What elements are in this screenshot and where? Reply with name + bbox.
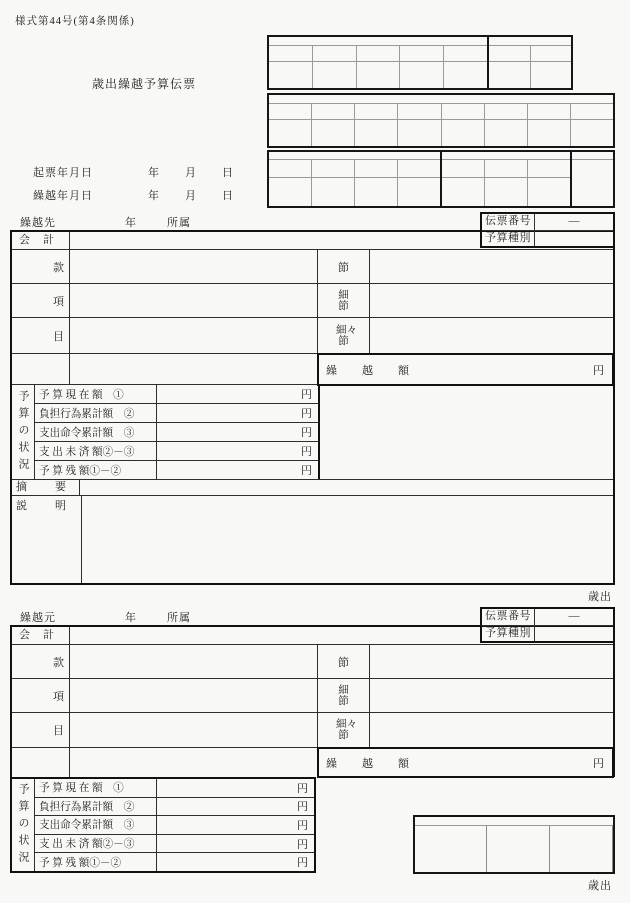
kan-value-cell xyxy=(70,250,318,283)
grid-header-strip xyxy=(269,37,487,46)
moku-value-cell xyxy=(70,318,318,353)
setsu-value-cell xyxy=(370,645,613,678)
section1-affiliation-label: 所属 xyxy=(167,217,191,229)
issue-month-label: 月 xyxy=(185,167,197,179)
carryover-amount-label: 繰 越 額 xyxy=(326,364,416,377)
ko-value-cell xyxy=(70,284,318,317)
stamp-cell xyxy=(269,160,312,177)
saisaisetsu-label-cell xyxy=(318,318,370,353)
stamp-cell xyxy=(398,104,441,119)
form-title: 歳出繰越予算伝票 xyxy=(92,77,197,91)
carryover-amount-row xyxy=(12,354,613,385)
budget-type-label: 予算種別 xyxy=(482,231,535,247)
status-row-label: 予 算 残 額①－② xyxy=(35,461,157,479)
approval-grid-bottom-left xyxy=(269,152,440,206)
carryover-empty-label-cell xyxy=(12,748,70,777)
stamp-cell xyxy=(398,178,440,206)
setsu-label: 節 xyxy=(318,645,370,678)
approval-grid-middle-section xyxy=(269,95,613,146)
setsu-value-cell xyxy=(370,250,613,283)
section2-footer-label: 歳出 xyxy=(588,880,612,892)
saisaisetsu-label: 細々節 xyxy=(336,324,357,347)
stamp-cell xyxy=(357,62,401,88)
stamp-cell xyxy=(313,46,357,61)
stamp-cell xyxy=(528,120,571,146)
stamp-cell xyxy=(355,178,398,206)
kan-value-cell xyxy=(70,645,318,678)
remarks-label: 摘 要 xyxy=(12,480,80,495)
stamp-cell xyxy=(442,178,485,206)
voucher-number-label: 伝票番号 xyxy=(482,214,535,230)
bottom-stamp-box xyxy=(413,815,615,874)
section2-affiliation-label: 所属 xyxy=(167,612,191,624)
kan-row xyxy=(12,250,613,284)
description-value-cell xyxy=(82,496,613,583)
ko-value-cell xyxy=(70,679,318,712)
form-number: 様式第44号(第4条関係) xyxy=(15,16,135,27)
status-row-unit: 円 xyxy=(301,389,312,401)
stamp-cell xyxy=(355,160,398,177)
stamp-cell xyxy=(398,120,441,146)
section1-footer-label: 歳出 xyxy=(588,591,612,603)
budget-status-title: 予算の状況 xyxy=(12,385,35,479)
status-row-label: 予 算 残 額①－② xyxy=(35,853,157,871)
stamp-cell xyxy=(571,120,613,146)
stamp-cell xyxy=(442,104,485,119)
ko-row xyxy=(12,679,613,713)
section2-budget-status xyxy=(10,777,316,873)
kan-row xyxy=(12,645,613,679)
budget-status-left xyxy=(12,385,318,479)
carryover-year-label: 年 xyxy=(148,190,160,202)
issue-date-label: 起票年月日 xyxy=(33,167,93,179)
voucher-number-row xyxy=(482,609,613,626)
stamp-cell xyxy=(444,46,487,61)
section2-year-label: 年 xyxy=(125,612,137,624)
status-row xyxy=(35,798,314,817)
stamp-cell xyxy=(357,46,401,61)
stamp-cell xyxy=(269,46,313,61)
status-row-label: 支 出 未 済 額②－③ xyxy=(35,835,157,853)
status-row xyxy=(35,779,314,798)
stamp-cell xyxy=(313,62,357,88)
section1-voucher-box xyxy=(480,212,615,248)
stamp-cell xyxy=(312,178,355,206)
budget-status-right-empty-cell xyxy=(318,385,613,479)
description-row xyxy=(12,496,613,583)
saisetsu-label: 細節 xyxy=(338,684,349,707)
budget-type-value xyxy=(535,626,613,642)
carryover-amount-box xyxy=(317,747,614,778)
stamp-cell xyxy=(398,160,440,177)
stamp-cell xyxy=(485,104,528,119)
saisetsu-label: 細節 xyxy=(338,289,349,312)
status-row-unit: 円 xyxy=(301,465,312,477)
description-label: 説 明 xyxy=(12,496,82,583)
moku-row xyxy=(12,318,613,354)
voucher-number-value: ― xyxy=(568,610,580,622)
voucher-number-value: ― xyxy=(568,215,580,227)
section2-voucher-box xyxy=(480,607,615,643)
status-row xyxy=(35,835,314,854)
stamp-cell xyxy=(572,160,613,206)
saisaisetsu-label-cell xyxy=(318,713,370,747)
setsu-label: 節 xyxy=(318,250,370,283)
stamp-cell xyxy=(312,120,355,146)
stamp-cell xyxy=(442,120,485,146)
carryover-empty-value-cell xyxy=(70,354,318,385)
carryover-day-label: 日 xyxy=(222,190,234,202)
moku-label: 目 xyxy=(12,318,70,353)
status-row xyxy=(35,404,318,423)
carryover-empty-value-cell xyxy=(70,748,318,777)
kan-label: 款 xyxy=(12,645,70,678)
stamp-cell xyxy=(415,826,487,872)
status-row-label: 支出命令累計額 ③ xyxy=(35,816,157,834)
section2-table xyxy=(10,625,615,777)
grid-header-strip xyxy=(269,95,613,104)
stamp-cell xyxy=(528,104,571,119)
status-row xyxy=(35,385,318,404)
saisaisetsu-label: 細々節 xyxy=(336,719,357,741)
ko-row xyxy=(12,284,613,318)
stamp-cell xyxy=(400,46,444,61)
approval-grid-top-right xyxy=(487,37,571,88)
carryover-amount-box xyxy=(317,353,614,386)
status-row-unit: 円 xyxy=(301,408,312,420)
status-row-unit: 円 xyxy=(297,819,308,832)
stamp-cell xyxy=(528,160,570,177)
budget-status-section xyxy=(12,385,613,480)
status-row-label: 負担行為累計額 ② xyxy=(35,404,157,422)
stamp-cell xyxy=(269,62,313,88)
stamp-cell xyxy=(312,104,355,119)
status-row-unit: 円 xyxy=(297,838,308,851)
saisetsu-label-cell xyxy=(318,679,370,712)
approval-grid-middle xyxy=(267,93,615,148)
grid-header-strip xyxy=(442,152,570,160)
moku-value-cell xyxy=(70,713,318,747)
stamp-cell xyxy=(487,826,550,872)
moku-label: 目 xyxy=(12,713,70,747)
stamp-cell xyxy=(442,160,485,177)
kan-label: 款 xyxy=(12,250,70,283)
stamp-cell xyxy=(444,62,487,88)
account-label: 会 計 xyxy=(12,232,70,249)
approval-grid-top xyxy=(267,35,573,90)
saisetsu-value-cell xyxy=(370,679,613,712)
approval-grid-bottom-right xyxy=(570,152,613,206)
saisetsu-label-cell xyxy=(318,284,370,317)
issue-day-label: 日 xyxy=(222,167,234,179)
budget-type-value xyxy=(535,231,613,247)
status-row xyxy=(35,423,318,442)
carryover-month-label: 月 xyxy=(185,190,197,202)
approval-grid-top-left xyxy=(269,37,487,88)
budget-type-row xyxy=(482,231,613,247)
status-row-unit: 円 xyxy=(297,857,308,870)
stamp-cell xyxy=(355,120,398,146)
status-row xyxy=(35,442,318,461)
stamp-cell xyxy=(485,120,528,146)
stamp-cell xyxy=(531,46,572,61)
stamp-cell xyxy=(485,178,528,206)
status-row xyxy=(35,816,314,835)
carryover-amount-yen: 円 xyxy=(593,364,604,377)
budget-status-rows xyxy=(35,779,314,871)
voucher-number-row xyxy=(482,214,613,231)
remarks-value-cell xyxy=(80,480,613,495)
stamp-cell xyxy=(269,120,312,146)
status-row-label: 予 算 現 在 額 ① xyxy=(35,779,157,797)
section1-header-label: 繰越先 xyxy=(20,217,56,229)
moku-row xyxy=(12,713,613,748)
status-row xyxy=(35,853,314,871)
saisaisetsu-value-cell xyxy=(370,318,613,353)
saisetsu-value-cell xyxy=(370,284,613,317)
carryover-amount-label: 繰 越 額 xyxy=(326,757,416,770)
stamp-cell xyxy=(485,160,528,177)
section1-year-label: 年 xyxy=(125,217,137,229)
section2-header-label: 繰越元 xyxy=(20,612,56,624)
stamp-cell xyxy=(528,178,570,206)
status-row-unit: 円 xyxy=(297,782,308,795)
status-row xyxy=(35,461,318,479)
ko-label: 項 xyxy=(12,679,70,712)
budget-type-row xyxy=(482,626,613,642)
carryover-date-label: 繰越年月日 xyxy=(33,190,93,202)
remarks-row xyxy=(12,480,613,496)
carryover-amount-row xyxy=(12,748,613,777)
account-label: 会 計 xyxy=(12,627,70,644)
budget-status-title: 予算の状況 xyxy=(12,779,35,871)
stamp-cell xyxy=(489,46,531,61)
stamp-cell xyxy=(571,104,613,119)
grid-header-strip xyxy=(572,152,613,160)
status-row-unit: 円 xyxy=(297,801,308,814)
carryover-empty-label-cell xyxy=(12,354,70,385)
status-row-label: 負担行為累計額 ② xyxy=(35,798,157,816)
status-row-unit: 円 xyxy=(301,427,312,439)
approval-grid-bottom xyxy=(267,150,615,208)
grid-header-strip xyxy=(415,817,613,826)
stamp-cell xyxy=(489,62,531,88)
status-row-label: 予 算 現 在 額 ① xyxy=(35,385,157,403)
stamp-cell xyxy=(269,178,312,206)
grid-header-strip xyxy=(489,37,571,46)
stamp-cell xyxy=(355,104,398,119)
status-row-label: 支 出 未 済 額②－③ xyxy=(35,442,157,460)
issue-year-label: 年 xyxy=(148,167,160,179)
stamp-cell xyxy=(400,62,444,88)
budget-type-label: 予算種別 xyxy=(482,626,535,642)
grid-header-strip xyxy=(269,152,440,160)
approval-grid-bottom-middle xyxy=(440,152,570,206)
stamp-cell xyxy=(531,62,572,88)
stamp-cell xyxy=(550,826,613,872)
stamp-cell xyxy=(312,160,355,177)
budget-status-rows xyxy=(35,385,318,479)
section1-table xyxy=(10,230,615,585)
status-row-label: 支出命令累計額 ③ xyxy=(35,423,157,441)
carryover-amount-yen: 円 xyxy=(593,757,604,770)
saisaisetsu-value-cell xyxy=(370,713,613,747)
ko-label: 項 xyxy=(12,284,70,317)
status-row-unit: 円 xyxy=(301,446,312,458)
voucher-number-label: 伝票番号 xyxy=(482,609,535,625)
stamp-cell xyxy=(269,104,312,119)
